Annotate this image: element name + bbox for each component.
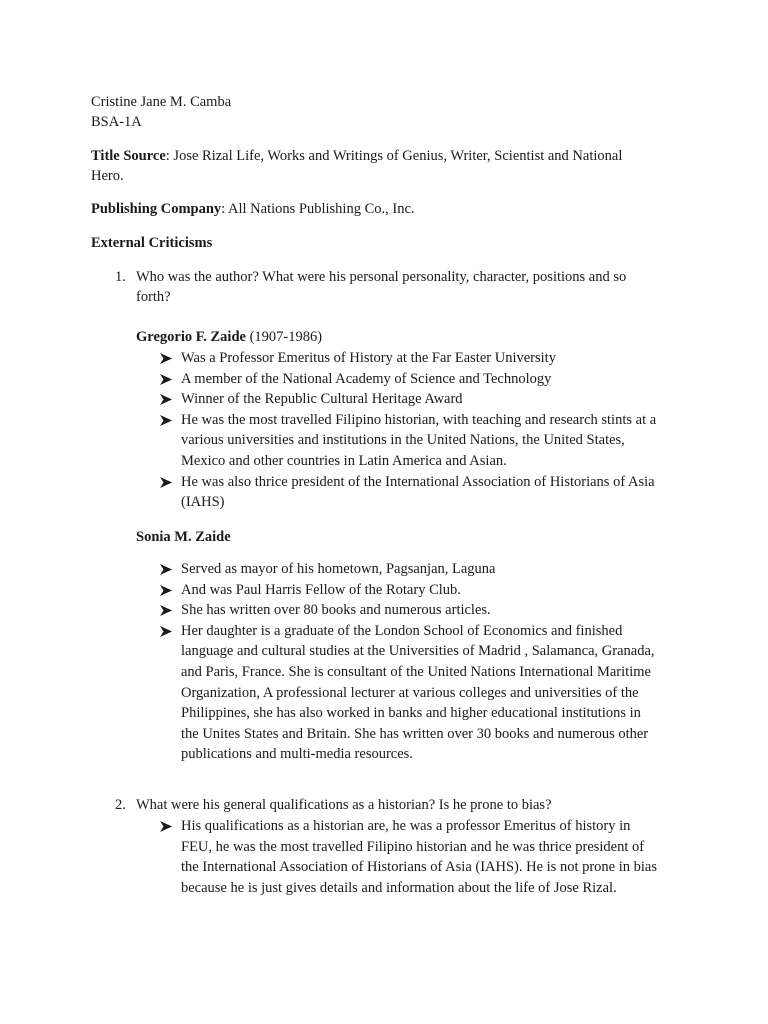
bullet-text-line: and Paris, France. She is consultant of the United Nations International Maritime bbox=[181, 664, 651, 680]
bullet-text-line: Was a Professor Emeritus of History at the Far Easter University bbox=[181, 350, 556, 366]
bullet-text-line: A member of the National Academy of Science and Technology bbox=[181, 370, 552, 387]
arrowhead-bullet-icon bbox=[160, 580, 172, 600]
bullet-text-line: Organization, A professional lecturer at various colleges and universities of the bbox=[181, 684, 639, 701]
bullet-text-line: language and cultural studies at the Universities of Madrid , Salamanca, Granada, bbox=[181, 643, 655, 660]
arrowhead-bullet-icon bbox=[160, 816, 172, 836]
bullet-text-line: Philippines, she has also worked in banks and higher educational institutions in bbox=[181, 705, 641, 722]
author-name: Cristine Jane M. Camba bbox=[91, 94, 232, 110]
title-source-line bbox=[91, 146, 622, 166]
publishing-value: : All Nations Publishing Co., Inc. bbox=[221, 201, 415, 217]
arrowhead-bullet-icon bbox=[160, 600, 172, 620]
arrowhead-bullet-icon bbox=[160, 369, 172, 389]
bullet-text-line: She has written over 80 books and numerous articles. bbox=[181, 602, 491, 619]
bullet-text-line: And was Paul Harris Fellow of the Rotary Club. bbox=[181, 581, 461, 598]
question-2-line-1: What were his general qualifications as a historian? Is he prone to bias? bbox=[136, 797, 552, 813]
arrowhead-bullet-icon bbox=[160, 389, 172, 409]
bullet-text-line: (IAHS) bbox=[181, 494, 225, 511]
author-1-years: (1907-1986) bbox=[245, 329, 323, 345]
bullet-text-line: the International Association of Historians of Asia (IAHS). He is not prone in bias bbox=[181, 859, 658, 876]
question-1-line-2: forth? bbox=[136, 289, 171, 305]
bullet-text-line: He was also thrice president of the International Association of Historians of Asia bbox=[181, 473, 655, 490]
bullet-text-line: Mexico and other countries in Latin America and Asian. bbox=[181, 453, 507, 469]
title-source-continued: Hero. bbox=[91, 168, 124, 184]
section-heading: External Criticisms bbox=[91, 235, 213, 251]
arrowhead-bullet-icon bbox=[160, 621, 172, 641]
class-section: BSA-1A bbox=[91, 114, 142, 130]
title-source-value: : Jose Rizal Life, Works and Writings of Genius, Writer, Scientist and National bbox=[165, 148, 623, 164]
question-number: 2. bbox=[115, 797, 126, 813]
publishing-line bbox=[91, 199, 415, 219]
publishing-label: Publishing Company bbox=[91, 201, 222, 217]
bullet-text-line: the Unites States and Britain. She has written over 30 books and numerous other bbox=[181, 725, 649, 742]
question-number: 1. bbox=[115, 269, 126, 285]
bullet-text-line: various universities and institutions in the United Nations, the United States, bbox=[181, 432, 625, 449]
arrowhead-bullet-icon bbox=[160, 472, 172, 492]
bullet-text-line: Her daughter is a graduate of the London School of Economics and finished bbox=[181, 622, 623, 639]
author-2-name: Sonia M. Zaide bbox=[136, 529, 231, 545]
bullet-text-line: He was the most travelled Filipino historian, with teaching and research stints at a bbox=[181, 411, 657, 428]
bullet-text-line: because he is just gives details and information about the life of Jose Rizal. bbox=[181, 879, 617, 896]
title-source-label: Title Source bbox=[91, 148, 166, 164]
arrowhead-bullet-icon bbox=[160, 410, 172, 430]
bullet-text-line: publications and multi-media resources. bbox=[181, 746, 413, 763]
arrowhead-bullet-icon bbox=[160, 559, 172, 579]
arrowhead-bullet-icon bbox=[160, 348, 172, 368]
bullet-text-line: Served as mayor of his hometown, Pagsanjan, Laguna bbox=[181, 561, 496, 577]
question-1-line-1: Who was the author? What were his personal personality, character, positions and so bbox=[136, 269, 627, 285]
bullet-text-line: His qualifications as a historian are, he was a professor Emeritus of history in bbox=[181, 818, 631, 834]
author-1-name: Gregorio F. Zaide bbox=[136, 329, 246, 345]
bullet-text-line: FEU, he was the most travelled Filipino historian and he was thrice president of bbox=[181, 838, 645, 855]
author-1-heading bbox=[136, 327, 322, 347]
bullet-text-line: Winner of the Republic Cultural Heritage Award bbox=[181, 391, 463, 408]
